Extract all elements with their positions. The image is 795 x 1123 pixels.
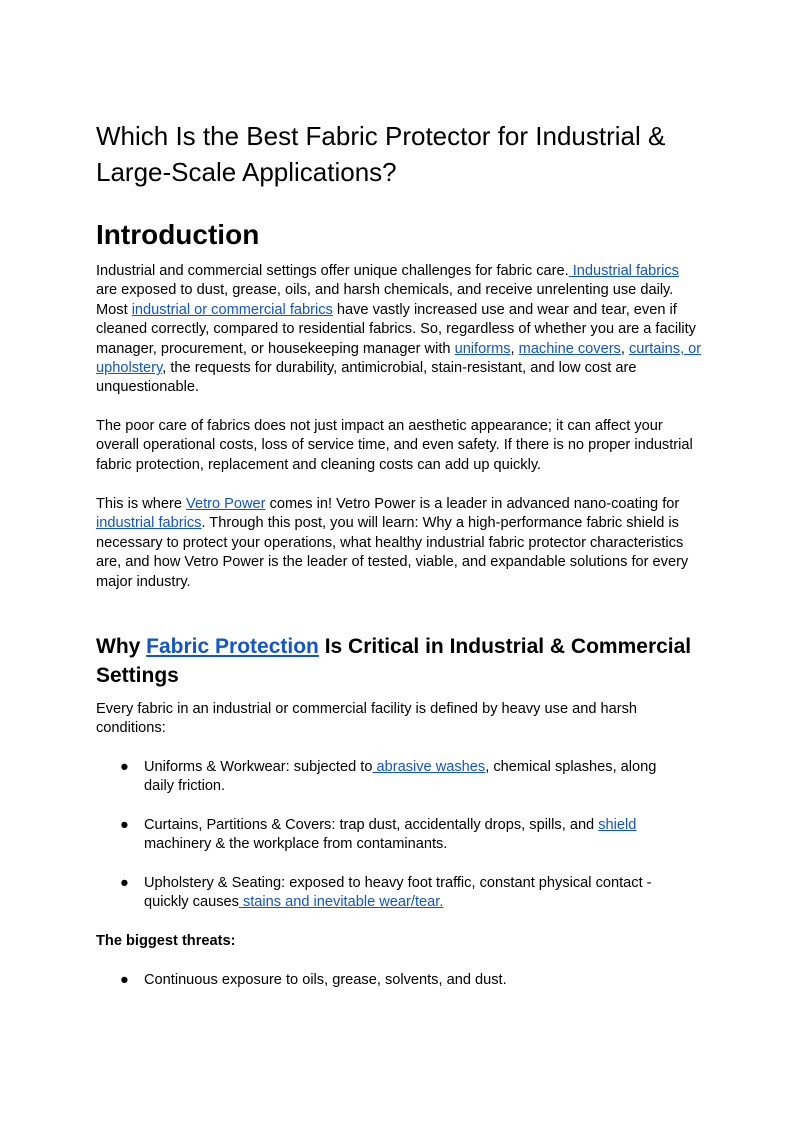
conditions-paragraph: Every fabric in an industrial or commercial facility is defined by heavy use and harsh conditions: xyxy=(96,701,638,737)
text-run: , the requests for durability, antimicrobial, stain-resistant, and low cost are unquestionable. xyxy=(96,360,637,396)
text-run: Why xyxy=(96,635,147,658)
list-item-text xyxy=(144,758,680,797)
bullet-icon: ● xyxy=(120,875,129,891)
text-run: comes in! Vetro Power is a leader in advanced nano-coating for xyxy=(265,496,680,512)
text-run: machinery & the workplace from contaminants. xyxy=(144,836,448,853)
list-item-text: Continuous exposure to oils, grease, solvents, and dust. xyxy=(144,972,507,988)
list-item-text xyxy=(144,816,680,855)
text-run: are exposed to dust, grease, oils, and harsh chemicals, and receive unrelenting use daily. Most xyxy=(96,282,674,318)
costs-paragraph: The poor care of fabrics does not just impact an aesthetic appearance; it can affect your overall operational costs, loss of service time, and even safety. If there is no proper industrial fabric protection, replacement and cleaning costs can add up quickly. xyxy=(96,418,693,473)
text-run: have vastly increased use and wear and tear, even if cleaned correctly, compared to residential fabrics. So, regardless of whether you are a facility manager, procurement, or housekeeping manager with xyxy=(96,301,696,357)
page-title: Which Is the Best Fabric Protector for Industrial & Large-Scale Applications? xyxy=(96,121,666,187)
text-run: Curtains, Partitions & Covers: trap dust, accidentally drops, spills, and xyxy=(144,817,599,833)
link-industrial-fabrics-2[interactable]: industrial fabrics xyxy=(96,515,202,532)
bullet-icon: ● xyxy=(120,817,129,833)
text-run: , xyxy=(510,340,519,357)
link-fabric-protection[interactable]: Fabric Protection xyxy=(146,635,319,658)
threats-heading: The biggest threats: xyxy=(96,933,236,949)
list-item xyxy=(120,971,680,990)
text-run: Industrial and commercial settings offer unique challenges for fabric care. xyxy=(96,263,569,279)
link-vetro-power[interactable]: Vetro Power xyxy=(186,496,266,512)
link-curtains-upholstery[interactable]: curtains, or upholstery xyxy=(96,340,702,377)
introduction-heading: Introduction xyxy=(96,219,260,250)
text-run: Is Critical in Industrial & Commercial Settings xyxy=(96,635,692,687)
link-uniforms[interactable]: uniforms xyxy=(454,340,511,357)
text-run: . Through this post, you will learn: Why a high-performance fabric shield is necessary to protect your operations, what healthy industrial fabric protector characteristics are, and how Vetro Power is the leader of tested, viable, and expandable solutions for every major industry. xyxy=(96,515,689,590)
text-run: , chemical splashes, along daily friction. xyxy=(144,759,657,795)
link-abrasive-washes[interactable]: abrasive washes xyxy=(372,759,486,775)
bullet-icon: ● xyxy=(120,759,129,775)
link-shield[interactable]: shield xyxy=(598,817,637,833)
list-item-text xyxy=(144,874,680,913)
link-industrial-fabrics[interactable]: Industrial fabrics xyxy=(568,263,679,279)
link-stains-wear[interactable]: stains and inevitable wear/tear. xyxy=(238,894,444,911)
vetro-paragraph xyxy=(96,495,702,592)
intro-paragraph xyxy=(96,262,702,398)
text-run: This is where xyxy=(96,496,187,512)
text-run: Uniforms & Workwear: subjected to xyxy=(144,759,373,775)
bullet-icon: ● xyxy=(120,972,129,988)
link-machine-covers[interactable]: machine covers xyxy=(518,340,621,357)
section-heading xyxy=(96,632,706,690)
list-item xyxy=(120,758,680,797)
text-run: Upholstery & Seating: exposed to heavy foot traffic, constant physical contact - quickly causes xyxy=(144,875,652,911)
list-item xyxy=(120,874,680,913)
text-run: , xyxy=(620,340,629,357)
link-industrial-commercial-fabrics[interactable]: industrial or commercial fabrics xyxy=(131,301,333,318)
list-item xyxy=(120,816,680,855)
